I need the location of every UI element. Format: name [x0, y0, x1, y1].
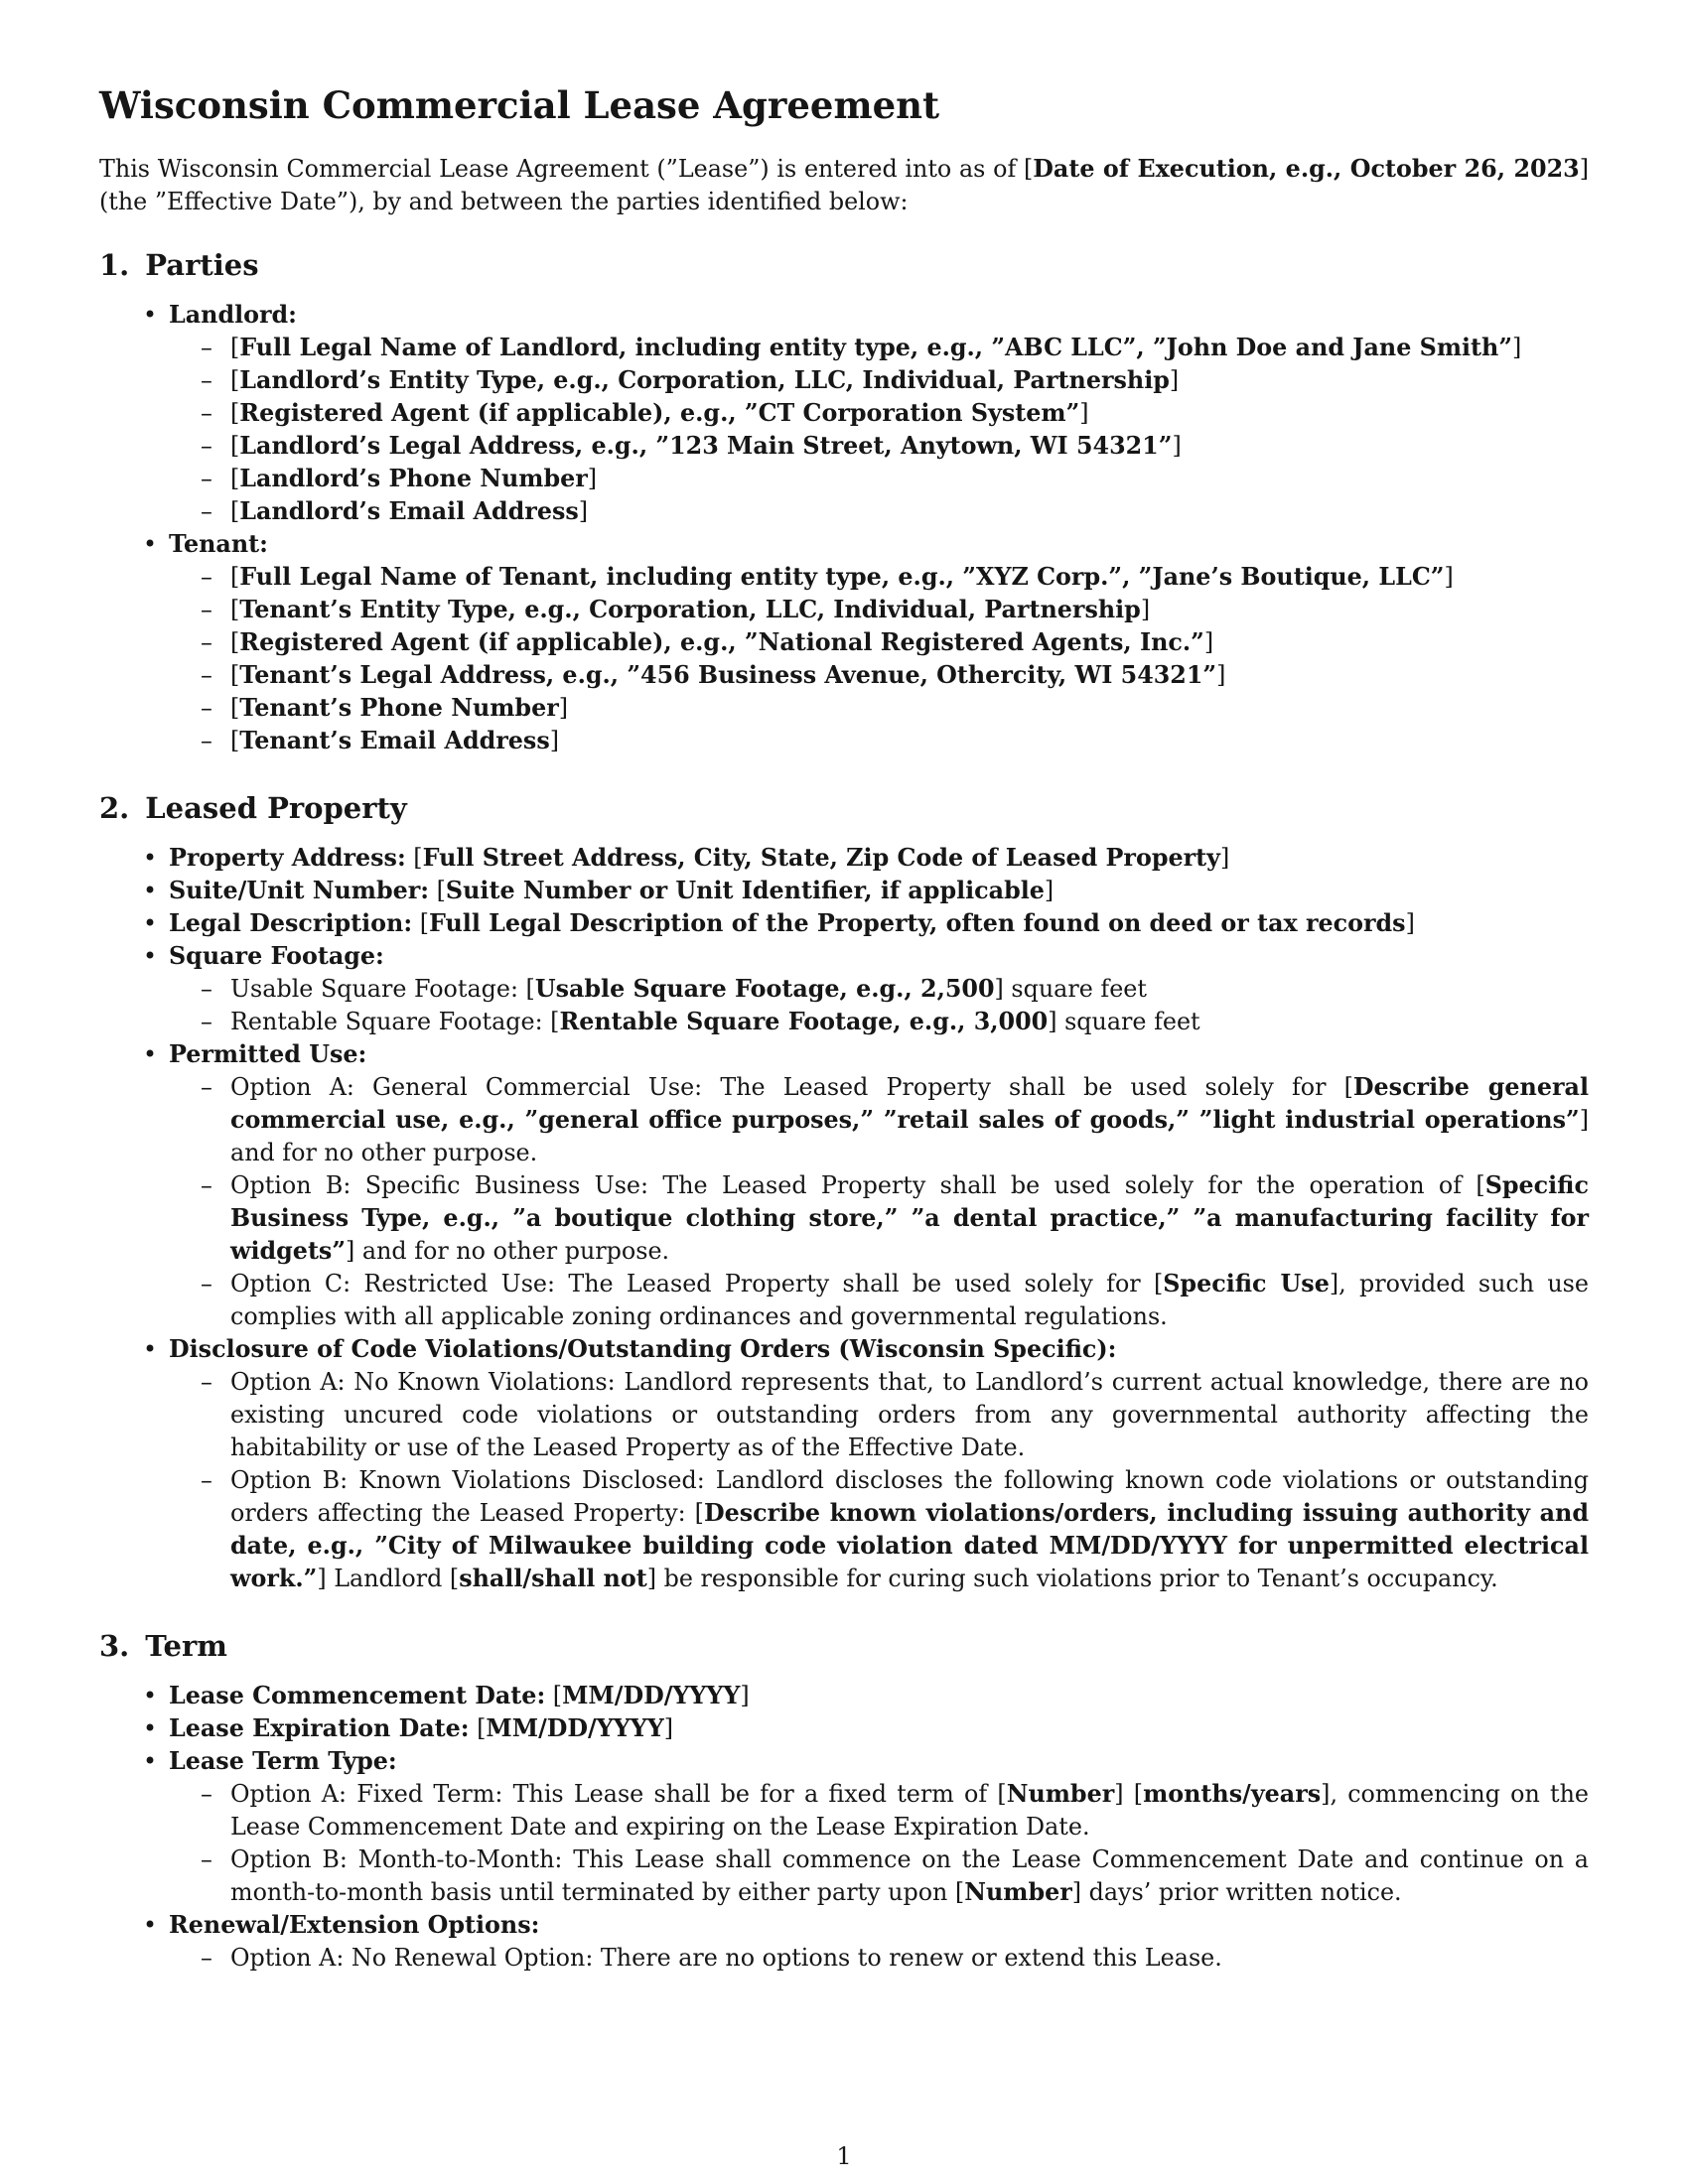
text: Option A: General Commercial Use: The Leased Property shall be used solely for [230, 1072, 1327, 1101]
list-item: – [Tenant’s Phone Number] [230, 692, 1589, 725]
text: Option C: Restricted Use: The Leased Property shall be used solely for [230, 1269, 1141, 1297]
term-type-sublist [169, 1778, 1589, 1909]
list-item [230, 1942, 1589, 1975]
intro-paragraph [99, 153, 1589, 218]
field-label: Lease Commencement Date: [169, 1681, 546, 1709]
list-item-code-violations [169, 1333, 1589, 1595]
intro-text-post: ] (the ”Effective Date”), by and between the parties identified below: [99, 155, 1590, 216]
parties-list [99, 299, 1589, 757]
text: be responsible for curing such violations prior to Tenant’s occupancy. [663, 1564, 1498, 1592]
list-item: – [Full Legal Name of Landlord, including entity type, e.g., ”ABC LLC”, ”John Doe and Jane Smith”] [230, 332, 1589, 364]
placeholder: Suite Number or Unit Identifier, if applicable [445, 876, 1045, 904]
list-item-permitted-use [169, 1038, 1589, 1333]
list-item: – [Registered Agent (if applicable), e.g., ”CT Corporation System”] [230, 397, 1589, 430]
landlord-label: Landlord: [169, 301, 297, 330]
document-page [99, 83, 1589, 2008]
list-item-landlord [169, 299, 1589, 528]
section-heading-term [99, 1629, 1589, 1664]
placeholder: MM/DD/YYYY [562, 1681, 741, 1709]
list-item: – Option A: Fixed Term: This Lease shall be for a fixed term of [Number] [months/years], commencing on the Lease Commencement Date and expiring on the Lease Expiration Date. [230, 1778, 1589, 1843]
list-item-renewal [169, 1909, 1589, 1975]
placeholder: Tenant’s Entity Type, e.g., Corporation, LLC, Individual, Partnership [239, 596, 1141, 624]
text: Option A: No Known Violations: Landlord represents that, to Landlord’s current actual knowledge, there are no existing uncured code violations or outstanding orders from any governmental authority affecting the habitability or use of the Leased Property as of the Effective Date. [230, 1367, 1589, 1461]
section-number: 3. [99, 1628, 130, 1663]
list-item-suite: • Suite/Unit Number: [Suite Number or Unit Identifier, if applicable] [169, 875, 1589, 907]
list-item: – [Landlord’s Email Address] [230, 495, 1589, 528]
list-item-square-footage [169, 940, 1589, 1038]
unit-text: square feet [1011, 974, 1147, 1003]
list-item: – [Full Legal Name of Tenant, including entity type, e.g., ”XYZ Corp.”, ”Jane’s Boutique, LLC”] [230, 561, 1589, 594]
placeholder: Registered Agent (if applicable), e.g., ”CT Corporation System” [239, 399, 1080, 428]
tenant-sublist [169, 561, 1589, 757]
unit-text: square feet [1064, 1007, 1200, 1035]
section-title: Parties [145, 248, 259, 283]
list-item: – [Landlord’s Entity Type, e.g., Corporation, LLC, Individual, Partnership] [230, 364, 1589, 397]
list-item: – Rentable Square Footage: [Rentable Square Footage, e.g., 3,000] square feet [230, 1006, 1589, 1038]
placeholder: Full Street Address, City, State, Zip Code of Leased Property [422, 843, 1220, 872]
text: , commencing on the Lease Commencement Date and expiring on the Lease Expiration Date. [230, 1779, 1590, 1841]
list-item: – Option A: General Commercial Use: The Leased Property shall be used solely for [Describe general commercial use, e.g., ”general office purposes,” ”retail sales of goods,” ”light industrial operations”] and for no other purpose. [230, 1071, 1589, 1169]
list-item-term-type [169, 1745, 1589, 1909]
renewal-sublist [169, 1942, 1589, 1975]
text: Option A: No Renewal Option: There are no options to renew or extend this Lease. [230, 1943, 1222, 1972]
list-item: – [Landlord’s Phone Number] [230, 463, 1589, 495]
section-title: Leased Property [145, 791, 407, 826]
tenant-label: Tenant: [169, 530, 268, 559]
list-item: – [Tenant’s Email Address] [230, 725, 1589, 757]
page-number: 1 [836, 2142, 852, 2170]
placeholder: shall/shall not [459, 1564, 647, 1592]
text: Landlord [334, 1564, 443, 1592]
field-label: Permitted Use: [169, 1039, 367, 1068]
text: and for no other purpose. [361, 1236, 670, 1265]
field-label: Square Footage: [169, 941, 384, 970]
section-number: 2. [99, 791, 130, 826]
field-label: Lease Term Type: [169, 1746, 397, 1775]
placeholder: months/years [1143, 1779, 1322, 1808]
placeholder: Tenant’s Email Address [239, 727, 550, 755]
list-item [230, 1366, 1589, 1464]
field-label: Suite/Unit Number: [169, 876, 430, 904]
code-violations-sublist [169, 1366, 1589, 1595]
list-item-tenant [169, 528, 1589, 757]
section-number: 1. [99, 248, 130, 283]
list-item: – [Registered Agent (if applicable), e.g., ”National Registered Agents, Inc.”] [230, 626, 1589, 659]
placeholder: Tenant’s Legal Address, e.g., ”456 Business Avenue, Othercity, WI 54321” [239, 661, 1217, 690]
list-item: – Option B: Month-to-Month: This Lease shall commence on the Lease Commencement Date and continue on a month-to-month basis until terminated by either party upon [Number] days’ prior written notice. [230, 1843, 1589, 1909]
field-label: Lease Expiration Date: [169, 1713, 470, 1742]
list-item-expiration: • Lease Expiration Date: [MM/DD/YYYY] [169, 1712, 1589, 1745]
field-label: Legal Description: [169, 908, 413, 937]
leased-property-list [99, 842, 1589, 1595]
placeholder: Tenant’s Phone Number [239, 694, 559, 723]
list-item-property-address: • Property Address: [Full Street Address, City, State, Zip Code of Leased Property] [169, 842, 1589, 875]
intro-text-pre: This Wisconsin Commercial Lease Agreement (”Lease”) is entered into as of [ [99, 155, 1034, 184]
list-item: – Option C: Restricted Use: The Leased Property shall be used solely for [Specific Use], provided such use complies with all applicable zoning ordinances and governmental regulations. [230, 1268, 1589, 1333]
permitted-use-sublist [169, 1071, 1589, 1333]
landlord-sublist [169, 332, 1589, 528]
placeholder: Full Legal Name of Tenant, including entity type, e.g., ”XYZ Corp.”, ”Jane’s Boutique, LLC” [239, 563, 1445, 592]
placeholder: Describe general commercial use, e.g., ”general office purposes,” ”retail sales of goods,” ”light industrial operations” [230, 1072, 1589, 1134]
placeholder: Usable Square Footage, e.g., 2,500 [534, 974, 995, 1003]
term-list [99, 1680, 1589, 1975]
placeholder: Specific Use [1163, 1269, 1330, 1297]
text: Option B: Specific Business Use: The Leased Property shall be used solely for the operation of [230, 1170, 1463, 1199]
section-heading-leased-property [99, 791, 1589, 826]
list-item-legal-description: • Legal Description: [Full Legal Description of the Property, often found on deed or tax records] [169, 907, 1589, 940]
text: Usable Square Footage: [230, 974, 518, 1003]
document-title: Wisconsin Commercial Lease Agreement [99, 83, 940, 127]
list-item: – Option B: Known Violations Disclosed: Landlord discloses the following known code violations or outstanding orders affecting the Leased Property: [Describe known violations/orders, including issuing authority and date, e.g., ”City of Milwaukee building code violation dated MM/DD/YYYY for unpermitted electrical work.”] Landlord [shall/shall not] be responsible for curing such violations prior to Tenant’s occupancy. [230, 1464, 1589, 1595]
field-label: Renewal/Extension Options: [169, 1910, 540, 1939]
section-title: Term [145, 1628, 227, 1663]
placeholder: Landlord’s Legal Address, e.g., ”123 Main Street, Anytown, WI 54321” [239, 432, 1173, 461]
placeholder: MM/DD/YYYY [486, 1713, 664, 1742]
text: , provided such use complies with all applicable zoning ordinances and governmental regulations. [230, 1269, 1589, 1330]
list-item: – [Tenant’s Legal Address, e.g., ”456 Business Avenue, Othercity, WI 54321”] [230, 659, 1589, 692]
text: and for no other purpose. [230, 1138, 538, 1166]
text: Option B: Month-to-Month: This Lease shall commence on the Lease Commencement Date and continue on a month-to-month basis until terminated by either party upon [230, 1844, 1589, 1906]
placeholder: Describe known violations/orders, including issuing authority and date, e.g., ”City of Milwaukee building code violation dated MM/DD/YYYY for unpermitted electrical work.” [230, 1498, 1589, 1592]
text: Option A: Fixed Term: This Lease shall be for a fixed term of [230, 1779, 988, 1808]
placeholder: Full Legal Description of the Property, often found on deed or tax records [429, 908, 1406, 937]
placeholder: Rentable Square Footage, e.g., 3,000 [559, 1007, 1049, 1035]
execution-date-placeholder: Date of Execution, e.g., October 26, 2023 [1033, 155, 1580, 184]
placeholder: Landlord’s Email Address [239, 497, 579, 526]
placeholder: Landlord’s Entity Type, e.g., Corporation, LLC, Individual, Partnership [239, 366, 1170, 395]
list-item: – Option B: Specific Business Use: The Leased Property shall be used solely for the operation of [Specific Business Type, e.g., ”a boutique clothing store,” ”a dental practice,” ”a manufacturing facility for widgets”] and for no other purpose. [230, 1169, 1589, 1268]
list-item-commencement: • Lease Commencement Date: [MM/DD/YYYY] [169, 1680, 1589, 1712]
placeholder: Landlord’s Phone Number [239, 465, 588, 493]
square-footage-sublist [169, 973, 1589, 1038]
list-item: – [Tenant’s Entity Type, e.g., Corporation, LLC, Individual, Partnership] [230, 594, 1589, 626]
placeholder: Full Legal Name of Landlord, including entity type, e.g., ”ABC LLC”, ”John Doe and Jane Smith” [239, 334, 1513, 362]
placeholder: Number [1006, 1779, 1115, 1808]
text: Option B: Known Violations Disclosed: Landlord discloses the following known code violations or outstanding orders affecting the Leased Property: [230, 1465, 1589, 1527]
section-heading-parties [99, 248, 1589, 283]
placeholder: Number [964, 1877, 1072, 1906]
text: days’ prior written notice. [1088, 1877, 1402, 1906]
list-item: – Usable Square Footage: [Usable Square Footage, e.g., 2,500] square feet [230, 973, 1589, 1006]
placeholder: Registered Agent (if applicable), e.g., ”National Registered Agents, Inc.” [239, 628, 1204, 657]
field-label: Disclosure of Code Violations/Outstanding Orders (Wisconsin Specific): [169, 1334, 1117, 1363]
list-item: – [Landlord’s Legal Address, e.g., ”123 Main Street, Anytown, WI 54321”] [230, 430, 1589, 463]
text: Rentable Square Footage: [230, 1007, 543, 1035]
field-label: Property Address: [169, 843, 406, 872]
placeholder: Specific Business Type, e.g., ”a boutique clothing store,” ”a dental practice,” ”a manufacturing facility for widgets” [230, 1170, 1589, 1265]
